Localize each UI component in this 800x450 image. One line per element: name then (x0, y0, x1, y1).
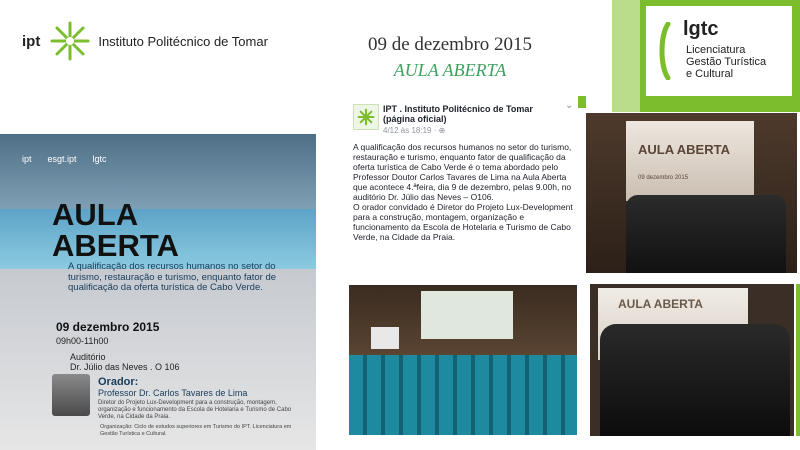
poster-logo-ipt: ipt (22, 154, 32, 164)
poster-logo-lgtc: lgtc (92, 154, 107, 164)
page-name-link[interactable]: IPT . Instituto Politécnico de Tomar (página oficial) (383, 104, 533, 124)
lgtc-subtitle (686, 44, 766, 80)
speaker-label: Orador: (98, 376, 139, 388)
photo-speakers-group (586, 113, 797, 273)
ipt-full-name: Instituto Politécnico de Tomar (98, 33, 268, 49)
projection-screen (421, 291, 513, 339)
projected-title: AULA ABERTA (638, 142, 730, 157)
poster-logos (22, 154, 302, 184)
ipt-logo (22, 18, 282, 64)
people-group (626, 195, 786, 273)
projected-title: AULA ABERTA (618, 297, 703, 311)
lgtc-sub-line: e Cultural (686, 68, 734, 80)
event-title: AULA ABERTA (393, 60, 507, 80)
poster-time: 09h00-11h00 (56, 336, 109, 346)
green-accent (578, 96, 586, 108)
ipt-short-name: ipt (22, 32, 41, 50)
speaker-photo (52, 374, 90, 416)
poster-location-line: Dr. Júlio das Neves . O 106 (70, 362, 180, 372)
poster-location-line: Auditório (70, 352, 106, 362)
poster-title-line: AULA (52, 197, 139, 232)
post-options-chevron-icon[interactable]: ⌄ (565, 100, 574, 111)
post-text (353, 142, 581, 242)
photo-auditorium (349, 285, 577, 435)
poster-organization: Organização: Ciclo de estudos superiores em Turismo do IPT. Licenciatura em Gestão Turística e Cultural. (100, 424, 292, 437)
poster-title-line: ABERTA (52, 228, 179, 263)
poster-date: 09 dezembro 2015 (56, 320, 160, 334)
poster-description: A qualificação dos recursos humanos no setor do turismo, restauração e turismo, enquanto fator de qualificação da oferta turística de Cabo Verde. (68, 261, 277, 293)
poster-location (70, 352, 180, 372)
photo-group-front (590, 284, 794, 436)
auditorium-seats (349, 355, 577, 435)
post-paragraph: A qualificação dos recursos humanos no setor do turismo, restauração e turismo, enquanto fator de qualificação da oferta turística de Cabo Verde é o tema abordado pelo Professor Doutor Carlos Tavares de Lima na Aula Aberta que acontece 4.ªfeira, dia 9 de dezembro, pelas 9.00h, no auditório Dr. Júlio das Neves – O106. (353, 142, 572, 202)
lgtc-sub-line: Licenciatura (686, 44, 746, 56)
poster-logo-esgt: esgt.ipt (47, 154, 77, 164)
poster-title (52, 199, 179, 261)
whiteboard (371, 327, 399, 349)
speaker-bio: Diretor do Projeto Lux-Development para a construção, montagem, organização e funcionamento da Escola de Hotelaria e Turismo de Cabo Verde, na Cidade da Praia. (98, 400, 292, 420)
lgtc-name: lgtc (683, 18, 719, 40)
post-timestamp[interactable]: 4/12 às 18:19 · ⊕ (383, 126, 446, 135)
lgtc-sub-line: Gestão Turística (686, 56, 767, 68)
lgtc-mark-icon (656, 22, 672, 80)
projected-date: 09 dezembro 2015 (638, 175, 689, 181)
post-paragraph: O orador convidado é Diretor do Projeto Lux-Development para a construção, montagem, organização e funcionamento da Escola de Hotelaria e Turismo de Cabo Verde, na Cidade da Praia. (353, 202, 573, 242)
event-poster (0, 134, 316, 450)
lgtc-stripe (612, 0, 640, 112)
page-avatar[interactable] (353, 104, 379, 130)
ipt-flower-icon (357, 108, 375, 126)
title-block (320, 34, 580, 81)
ipt-flower-icon (48, 19, 92, 63)
people-group (600, 324, 790, 436)
speaker-name: Professor Dr. Carlos Tavares de Lima (98, 388, 248, 398)
projection-screen (626, 121, 754, 201)
green-accent (796, 284, 800, 436)
event-date-title: 09 de dezembro 2015 (367, 34, 533, 55)
